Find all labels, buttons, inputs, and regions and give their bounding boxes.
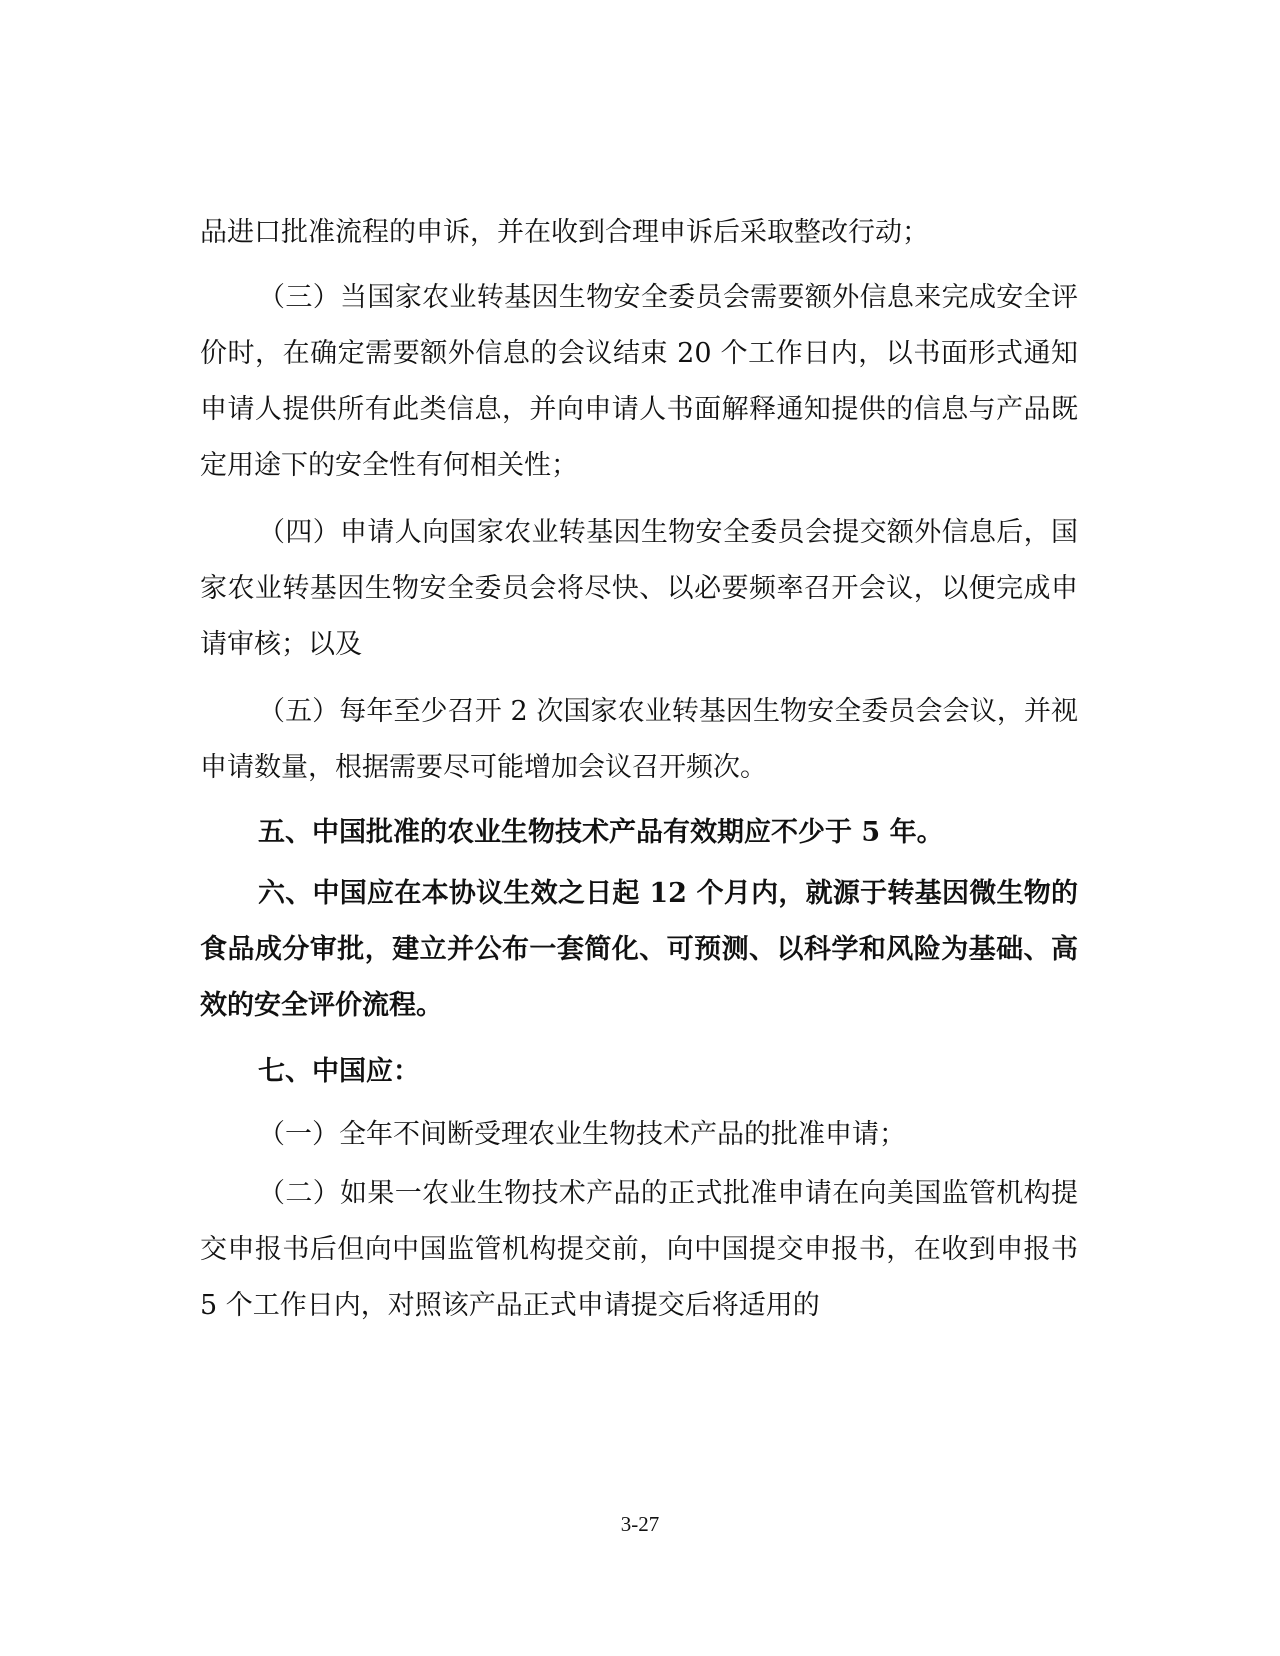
page-number: 3-27: [620, 1512, 660, 1536]
paragraph-seven-item-2: （二）如果一农业生物技术产品的正式批准申请在向美国监管机构提交申报书后但向中国监管机构提交前，向中国提交申报书，在收到申报书 5 个工作日内，对照该产品正式申请提交后将适用的: [200, 1178, 1078, 1321]
section-seven-heading: 七、中国应：: [258, 1056, 420, 1087]
paragraph-item-3: （三）当国家农业转基因生物安全委员会需要额外信息来完成安全评价时，在确定需要额外信息的会议结束 20 个工作日内，以书面形式通知申请人提供所有此类信息，并向申请人书面解释通知提供的信息与产品既定用途下的安全性有何相关性；: [200, 282, 1078, 481]
paragraph-continuation: 品进口批准流程的申诉，并在收到合理申诉后采取整改行动；: [200, 217, 929, 248]
paragraph-item-4: （四）申请人向国家农业转基因生物安全委员会提交额外信息后，国家农业转基因生物安全委员会将尽快、以必要频率召开会议，以便完成申请审核；以及: [200, 517, 1078, 660]
paragraph-item-5: （五）每年至少召开 2 次国家农业转基因生物安全委员会会议，并视申请数量，根据需要尽可能增加会议召开频次。: [200, 696, 1078, 783]
paragraph-seven-item-1: （一）全年不间断受理农业生物技术产品的批准申请；: [258, 1119, 906, 1150]
section-five: 五、中国批准的农业生物技术产品有效期应不少于 5 年。: [258, 817, 944, 848]
section-six: 六、中国应在本协议生效之日起 12 个月内，就源于转基因微生物的食品成分审批，建立并公布一套简化、可预测、以科学和风险为基础、高效的安全评价流程。: [200, 878, 1078, 1021]
